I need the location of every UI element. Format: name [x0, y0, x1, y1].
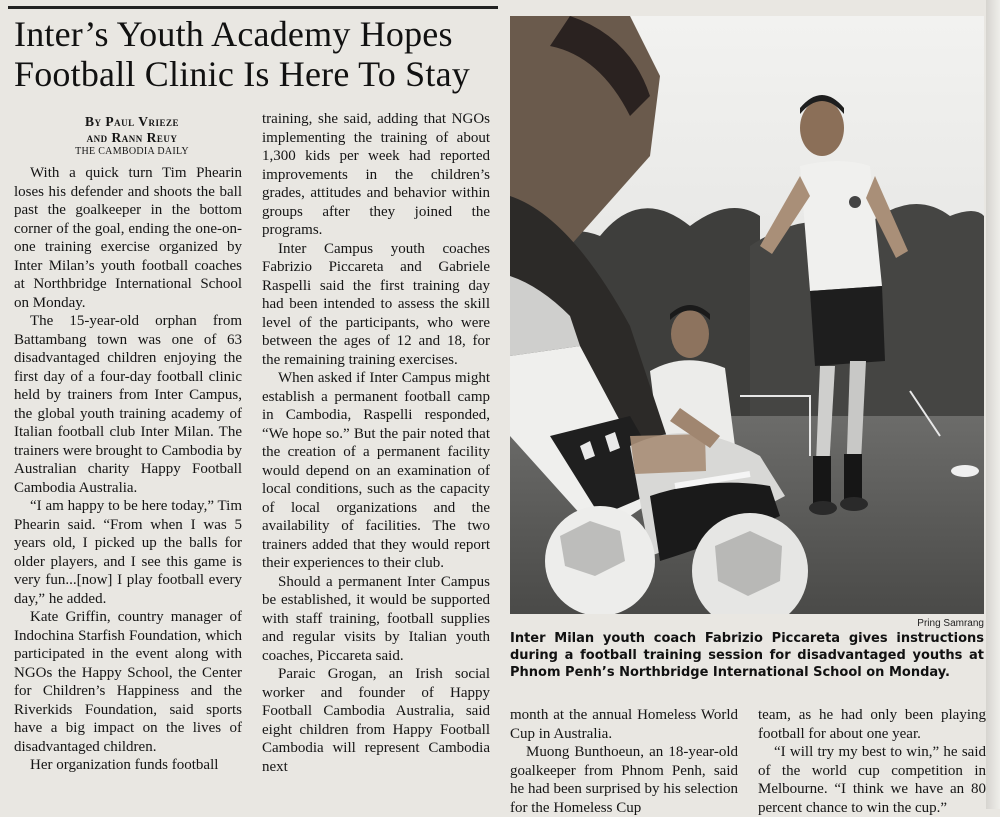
article-column-3: [510, 706, 738, 817]
paragraph: Inter Campus youth coaches Fabrizio Piccareta and Gabriele Raspelli said the first training day had been intended to assess the skill level of the participants, who were between the ages of 12 and 18, for the remaining training exercises.: [262, 240, 490, 368]
paragraph: “I am happy to be here today,” Tim Phearin said. “From when I was 5 years old, I picked up the balls for older players, and I see this game is very fun...[now] I play football every day,” he added.: [14, 498, 242, 607]
byline: [14, 114, 250, 158]
paragraph: Muong Bunthoeun, an 18-year-old goalkeeper from Phnom Penh, said he had been surprised by his selection for the Homeless Cup: [510, 744, 738, 816]
paragraph: team, as he had only been playing football for about one year.: [758, 707, 986, 742]
paragraph: When asked if Inter Campus might establish a permanent football camp in Cambodia, Raspelli responded, “We hope so.” But the pair noted that the creation of a permanent facility would depend on an examination of local conditions, such as the capacity of local organizations and the availability of facilities. The two trainers added that they would report their experiences to their club.: [262, 370, 490, 571]
article-column-4: [758, 706, 986, 817]
page-edge: [986, 0, 1000, 809]
byline-author-1: By Paul Vrieze: [84, 114, 180, 129]
paragraph: “I will try my best to win,” he said of the world cup competition in Melbourne. “I think we have an 80 percent chance to win the cup.”: [758, 744, 986, 816]
paragraph: month at the annual Homeless World Cup in Australia.: [510, 707, 738, 742]
photo-credit: Pring Samrang: [917, 618, 984, 629]
paragraph: Should a permanent Inter Campus be established, it would be supported with staff training, football supplies and regular visits by Italian youth coaches, Piccareta said.: [262, 573, 490, 664]
article-column-2: [262, 110, 490, 776]
paragraph: Kate Griffin, country manager of Indochina Starfish Foundation, which participated in the event along with NGOs the Happy School, the Center for Children’s Happiness and the Riverkids Foundation, said sports have a big impact on the lives of disadvantaged children.: [14, 609, 242, 755]
paragraph: The 15-year-old orphan from Battambang town was one of 63 disadvantaged children enjoying the first day of a four-day football clinic held by trainers from Inter Campus, the global youth training academy of Italian football club Inter Milan. The trainers were brought to Cambodia by Australian charity Happy Football Cambodia Australia.: [14, 313, 242, 496]
byline-author-2: and Rann Reuy: [86, 130, 178, 145]
headline: Inter’s Youth Academy Hopes Football Clinic Is Here To Stay: [14, 14, 470, 94]
paragraph: training, she said, adding that NGOs implementing the training of about 1,300 kids per week had reported improvements in the children’s grades, attitudes and behavior within groups after they joined the programs.: [262, 111, 490, 238]
top-rule: [8, 6, 498, 9]
photo-caption: Inter Milan youth coach Fabrizio Piccareta gives instructions during a football training session for disadvantaged youths at Phnom Penh’s Northbridge International School on Monday.: [510, 631, 984, 680]
article-column-1: [14, 164, 242, 775]
paragraph: With a quick turn Tim Phearin loses his defender and shoots the ball past the goalkeeper in the bottom corner of the goal, ending the one-on-one training exercise organized by Inter Milan’s youth football coaches at Northbridge International School on Monday.: [14, 165, 242, 311]
publication-name: THE CAMBODIA DAILY: [75, 146, 189, 157]
photo-illustration: [510, 16, 984, 614]
paragraph: Her organization funds football: [30, 757, 219, 773]
news-photo: [510, 16, 984, 614]
paragraph: Paraic Grogan, an Irish social worker and founder of Happy Football Cambodia Australia, said eight children from Happy Football Cambodia will represent Cambodia next: [262, 666, 490, 775]
